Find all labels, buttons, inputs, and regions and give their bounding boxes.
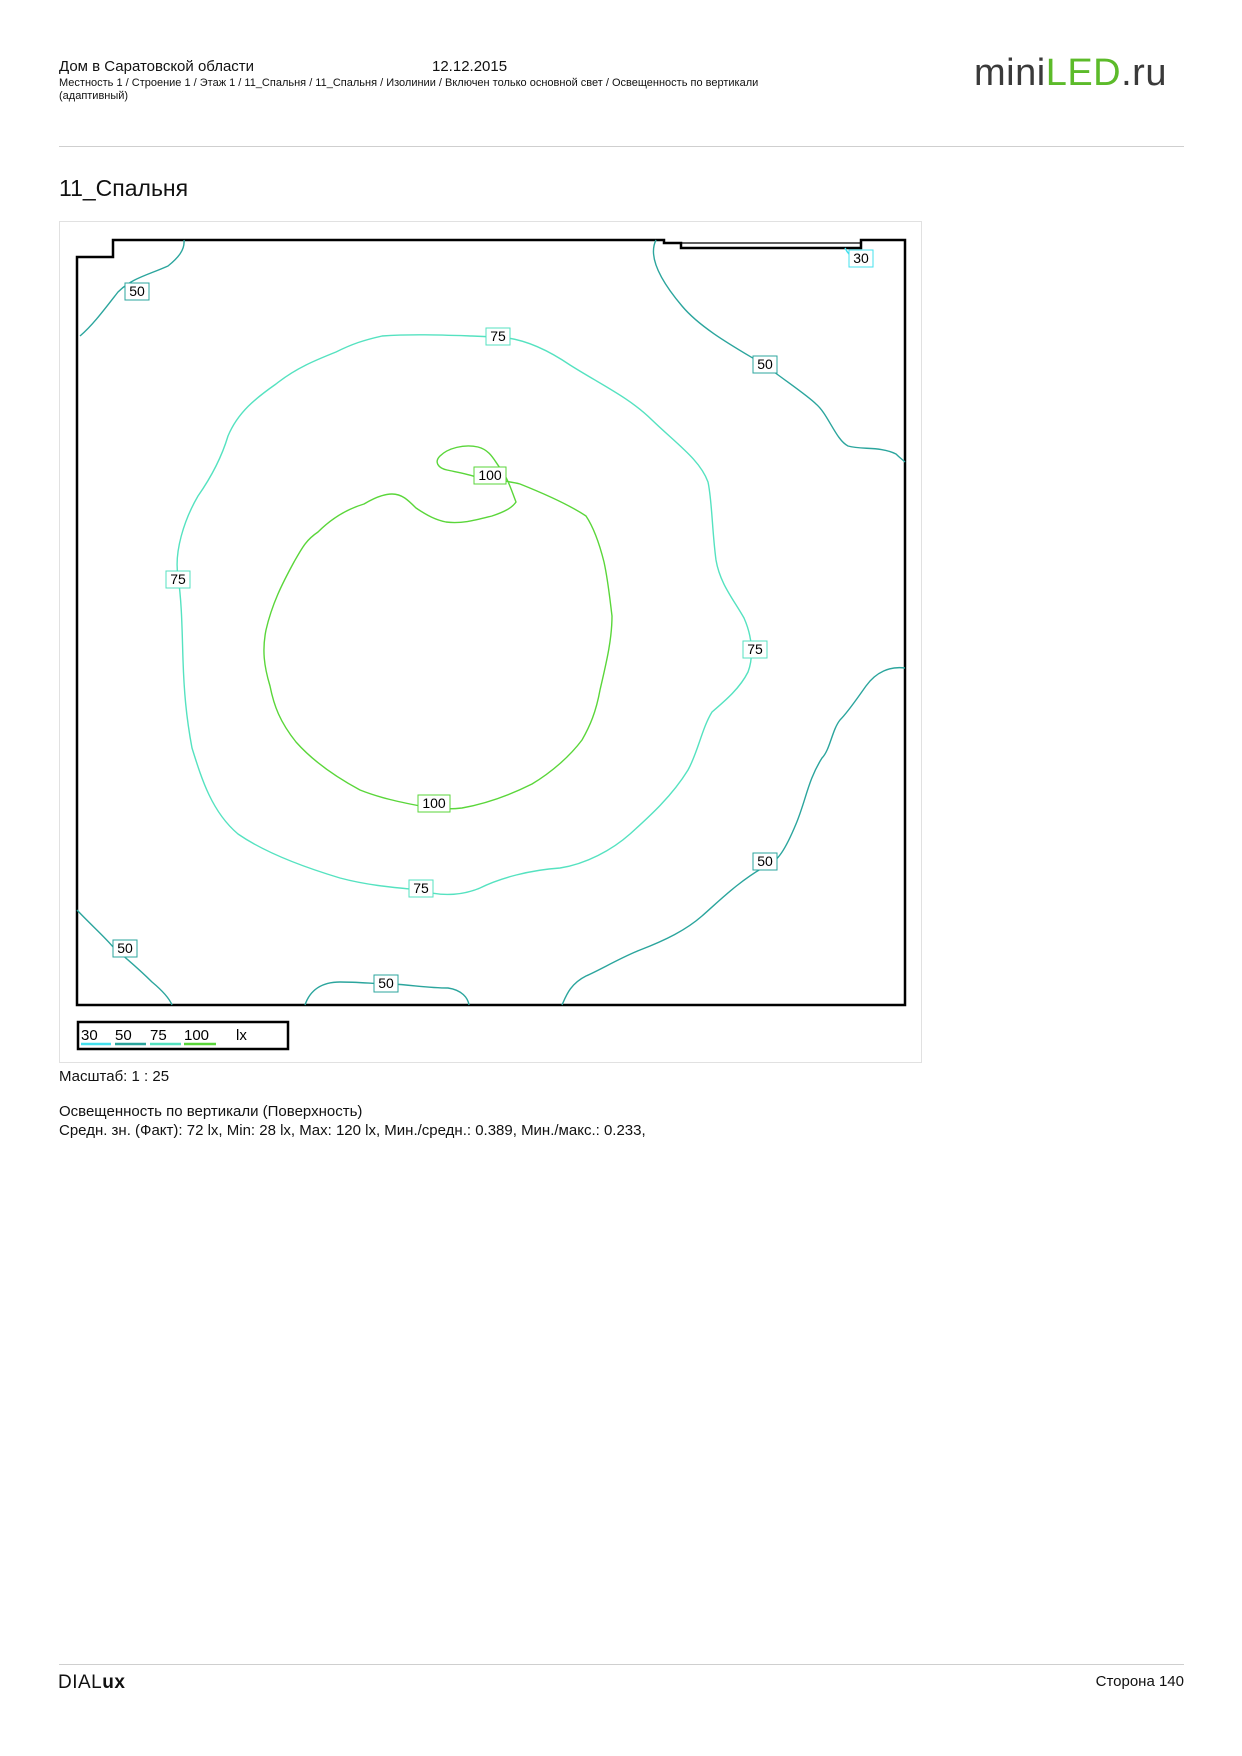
label-50-top-right xyxy=(753,356,777,373)
room-outline xyxy=(77,240,905,1005)
dialux-logo xyxy=(58,1672,125,1694)
label-100-text: 100 xyxy=(422,795,446,811)
label-75-top xyxy=(486,328,510,345)
label-100-text: 100 xyxy=(478,467,502,483)
logo-accent: LED xyxy=(1045,52,1122,94)
scale-text: Масштаб: 1 : 25 xyxy=(59,1068,170,1085)
breadcrumb: Местность 1 / Строение 1 / Этаж 1 / 11_Спальня / 11_Спальня / Изолинии / Включен только основной свет / Освещенность по вертикали (адаптивный) xyxy=(59,77,759,102)
project-title: Дом в Саратовской области xyxy=(59,58,255,75)
report-date: 12.12.2015 xyxy=(432,58,508,75)
label-50-top-left xyxy=(125,283,149,300)
room-title: 11_Спальня xyxy=(59,175,189,201)
label-75-text: 75 xyxy=(747,641,763,657)
logo-suffix: .ru xyxy=(1121,52,1167,94)
dialux-bold: ux xyxy=(102,1672,126,1693)
illuminance-stats: Средн. зн. (Факт): 72 lx, Min: 28 lx, Max: 120 lx, Мин./средн.: 0.389, Мин./макс.: 0.233, xyxy=(59,1122,646,1139)
isoline-legend xyxy=(78,1022,288,1049)
isoline-50-right xyxy=(562,668,905,1005)
label-75-right xyxy=(743,641,767,658)
label-75-bottom xyxy=(409,880,433,897)
footer-divider xyxy=(59,1664,1184,1665)
label-100-top xyxy=(474,467,506,484)
label-50-text: 50 xyxy=(757,853,773,869)
legend-value-50: 50 xyxy=(115,1027,132,1044)
label-50-bottom xyxy=(374,975,398,992)
legend-value-100: 100 xyxy=(184,1027,210,1044)
label-50-right xyxy=(753,853,777,870)
label-50-bottom-left xyxy=(113,940,137,957)
label-30-text: 30 xyxy=(853,250,869,266)
isoline-100 xyxy=(264,446,612,809)
label-50-text: 50 xyxy=(378,975,394,991)
label-75-text: 75 xyxy=(170,571,186,587)
label-100-bottom xyxy=(418,795,450,812)
surface-title: Освещенность по вертикали (Поверхность) xyxy=(59,1103,363,1120)
label-50-text: 50 xyxy=(757,356,773,372)
dialux-light: DIAL xyxy=(58,1672,103,1693)
page-number: Сторона 140 xyxy=(1095,1673,1184,1690)
label-30 xyxy=(849,250,873,267)
label-50-text: 50 xyxy=(129,283,145,299)
isoline-labels xyxy=(113,250,873,992)
isoline-50-top-right xyxy=(654,240,905,462)
legend-unit: lx xyxy=(236,1027,247,1044)
isoline-75 xyxy=(177,335,751,895)
legend-value-30: 30 xyxy=(81,1027,98,1044)
legend-value-75: 75 xyxy=(150,1027,167,1044)
label-50-text: 50 xyxy=(117,940,133,956)
label-75-text: 75 xyxy=(490,328,506,344)
label-75-left xyxy=(166,571,190,588)
logo-prefix: mini xyxy=(974,52,1046,94)
label-75-text: 75 xyxy=(413,880,429,896)
